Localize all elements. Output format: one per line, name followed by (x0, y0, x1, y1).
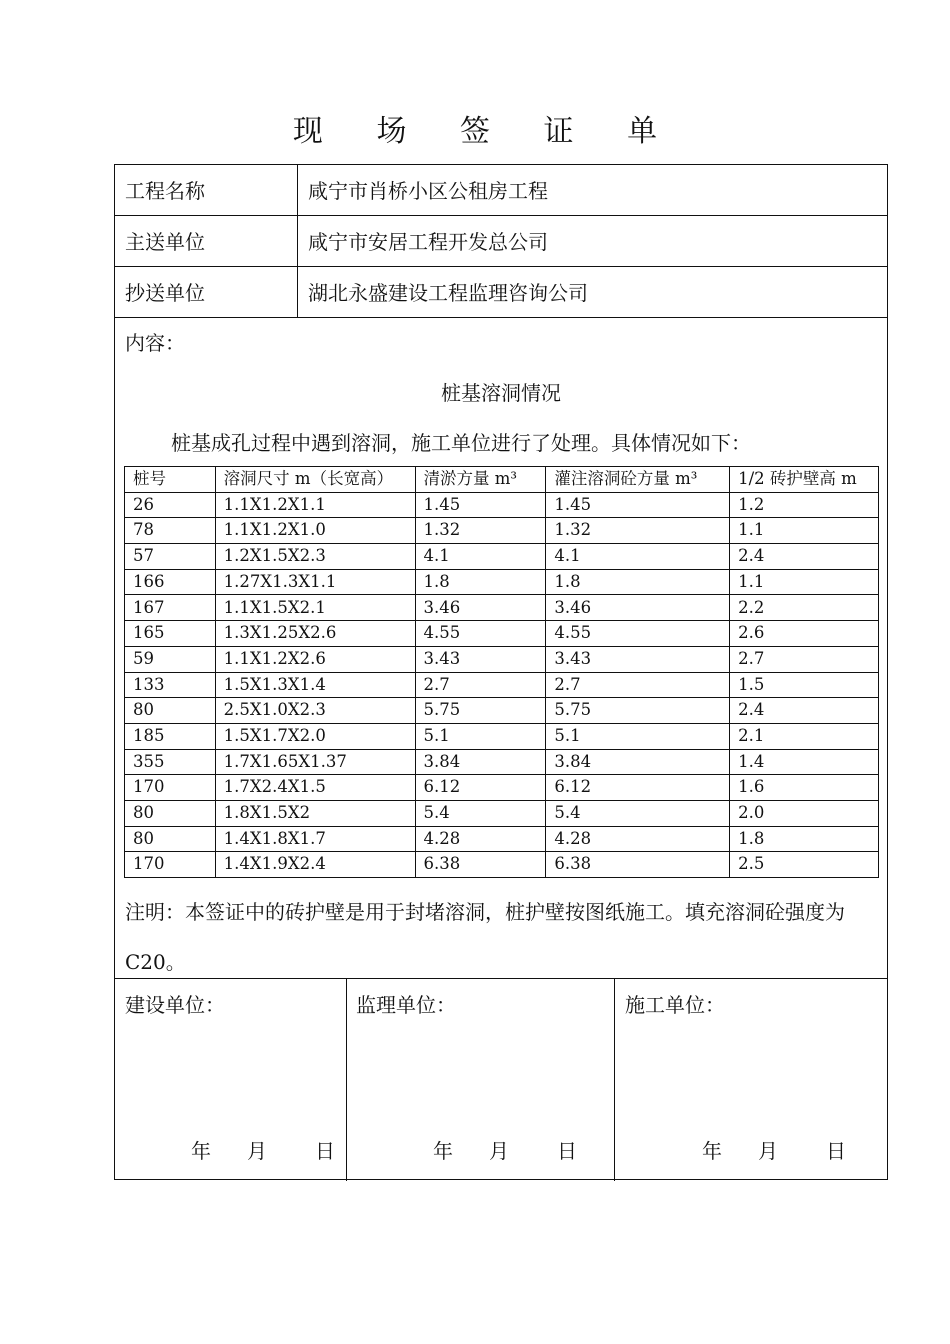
table-row (125, 775, 879, 801)
table-cell: 80 (125, 826, 216, 852)
month-label: 月 (489, 1139, 509, 1163)
table-cell: 6.12 (415, 775, 546, 801)
table-cell: 166 (125, 569, 216, 595)
header-cell: 灌注溶洞砼方量 m³ (546, 467, 730, 493)
header-cell: 1/2 砖护壁高 m (730, 467, 879, 493)
table-cell: 3.46 (546, 595, 730, 621)
table-cell: 5.1 (415, 723, 546, 749)
project-label: 工程名称 (125, 179, 205, 203)
table-cell: 2.7 (546, 672, 730, 698)
table-cell: 26 (125, 492, 216, 518)
table-cell: 59 (125, 646, 216, 672)
document-title: 现 场 签 证 单 (292, 114, 680, 149)
sender-label: 主送单位 (125, 230, 205, 254)
table-cell: 2.0 (730, 800, 879, 826)
year-label: 年 (702, 1139, 722, 1163)
year-label: 年 (191, 1139, 211, 1163)
table-cell: 2.6 (730, 621, 879, 647)
table-cell: 185 (125, 723, 216, 749)
table-cell: 57 (125, 544, 216, 570)
table-cell: 1.7X2.4X1.5 (215, 775, 415, 801)
project-row (115, 165, 887, 216)
table-cell: 80 (125, 800, 216, 826)
table-cell: 5.1 (546, 723, 730, 749)
table-cell: 80 (125, 698, 216, 724)
month-label: 月 (758, 1139, 778, 1163)
table-cell: 1.4 (730, 749, 879, 775)
table-cell: 1.45 (415, 492, 546, 518)
table-cell: 1.5 (730, 672, 879, 698)
day-label: 日 (315, 1139, 335, 1163)
cc-label: 抄送单位 (125, 281, 205, 305)
project-value: 咸宁市肖桥小区公租房工程 (308, 179, 548, 203)
table-cell: 3.43 (415, 646, 546, 672)
table-cell: 1.5X1.3X1.4 (215, 672, 415, 698)
table-cell: 2.7 (730, 646, 879, 672)
table-row (125, 749, 879, 775)
table-row (125, 492, 879, 518)
table-cell: 1.1 (730, 569, 879, 595)
table-row (125, 698, 879, 724)
table-cell: 1.5X1.7X2.0 (215, 723, 415, 749)
table-cell: 78 (125, 518, 216, 544)
table-row (125, 826, 879, 852)
divider (297, 267, 298, 317)
signature-separator (115, 978, 887, 979)
table-row (125, 621, 879, 647)
cc-value: 湖北永盛建设工程监理咨询公司 (308, 281, 588, 305)
divider (297, 165, 298, 215)
table-row (125, 800, 879, 826)
table-cell: 133 (125, 672, 216, 698)
table-cell: 1.4X1.8X1.7 (215, 826, 415, 852)
contractor-label: 施工单位： (625, 993, 725, 1017)
table-row (125, 518, 879, 544)
table-cell: 1.32 (546, 518, 730, 544)
table-cell: 1.27X1.3X1.1 (215, 569, 415, 595)
table-cell: 2.7 (415, 672, 546, 698)
table-cell: 1.6 (730, 775, 879, 801)
table-row (125, 852, 879, 878)
table-cell: 2.5X1.0X2.3 (215, 698, 415, 724)
table-cell: 165 (125, 621, 216, 647)
note-text: 注明：本签证中的砖护壁是用于封堵溶洞，桩护壁按图纸施工。填充溶洞砼强度为 C20。 (125, 900, 845, 974)
table-row (125, 595, 879, 621)
table-cell: 1.8 (546, 569, 730, 595)
table-cell: 1.8 (415, 569, 546, 595)
content-label: 内容： (125, 331, 185, 355)
table-cell: 4.55 (415, 621, 546, 647)
table-cell: 6.12 (546, 775, 730, 801)
table-row (125, 646, 879, 672)
table-cell: 5.75 (415, 698, 546, 724)
owner-label: 建设单位： (125, 993, 225, 1017)
table-cell: 4.55 (546, 621, 730, 647)
table-cell: 3.84 (415, 749, 546, 775)
table-cell: 2.5 (730, 852, 879, 878)
table-cell: 1.1X1.2X1.1 (215, 492, 415, 518)
table-cell: 4.1 (546, 544, 730, 570)
table-cell: 4.1 (415, 544, 546, 570)
header-cell: 桩号 (125, 467, 216, 493)
table-cell: 170 (125, 852, 216, 878)
table-cell: 3.43 (546, 646, 730, 672)
signature-divider (614, 978, 615, 1181)
month-label: 月 (247, 1139, 267, 1163)
table-body (125, 492, 879, 877)
table-cell: 355 (125, 749, 216, 775)
table-cell: 2.2 (730, 595, 879, 621)
sender-value: 咸宁市安居工程开发总公司 (308, 230, 548, 254)
table-cell: 1.1 (730, 518, 879, 544)
table-cell: 1.1X1.5X2.1 (215, 595, 415, 621)
day-label: 日 (557, 1139, 577, 1163)
table-cell: 6.38 (546, 852, 730, 878)
table-row (125, 672, 879, 698)
divider (297, 216, 298, 266)
table-cell: 1.8 (730, 826, 879, 852)
header-cell: 清淤方量 m³ (415, 467, 546, 493)
table-row (125, 569, 879, 595)
table-cell: 1.1X1.2X2.6 (215, 646, 415, 672)
table-cell: 1.8X1.5X2 (215, 800, 415, 826)
table-cell: 1.1X1.2X1.0 (215, 518, 415, 544)
table-cell: 3.46 (415, 595, 546, 621)
table-cell: 1.2 (730, 492, 879, 518)
table-cell: 167 (125, 595, 216, 621)
table-cell: 1.2X1.5X2.3 (215, 544, 415, 570)
table-cell: 2.4 (730, 698, 879, 724)
signature-divider (346, 978, 347, 1181)
table-cell: 2.1 (730, 723, 879, 749)
table-header-row (125, 467, 879, 493)
table-cell: 5.4 (415, 800, 546, 826)
table-cell: 4.28 (415, 826, 546, 852)
header-cell: 溶洞尺寸 m（长宽高） (215, 467, 415, 493)
sender-row (115, 216, 887, 267)
table-cell: 4.28 (546, 826, 730, 852)
table-cell: 1.45 (546, 492, 730, 518)
table-cell: 2.4 (730, 544, 879, 570)
table-cell: 1.3X1.25X2.6 (215, 621, 415, 647)
form-frame (114, 164, 888, 1180)
table-cell: 1.7X1.65X1.37 (215, 749, 415, 775)
content-paragraph: 桩基成孔过程中遇到溶洞，施工单位进行了处理。具体情况如下： (171, 431, 751, 455)
table-cell: 170 (125, 775, 216, 801)
cc-row (115, 267, 887, 318)
content-subtitle: 桩基溶洞情况 (441, 381, 561, 405)
table-cell: 3.84 (546, 749, 730, 775)
table-cell: 5.4 (546, 800, 730, 826)
table-cell: 6.38 (415, 852, 546, 878)
cave-table (124, 466, 879, 878)
supervisor-label: 监理单位： (356, 993, 456, 1017)
year-label: 年 (433, 1139, 453, 1163)
table-cell: 1.4X1.9X2.4 (215, 852, 415, 878)
table-row (125, 544, 879, 570)
table-cell: 1.32 (415, 518, 546, 544)
table-row (125, 723, 879, 749)
day-label: 日 (826, 1139, 846, 1163)
table-cell: 5.75 (546, 698, 730, 724)
